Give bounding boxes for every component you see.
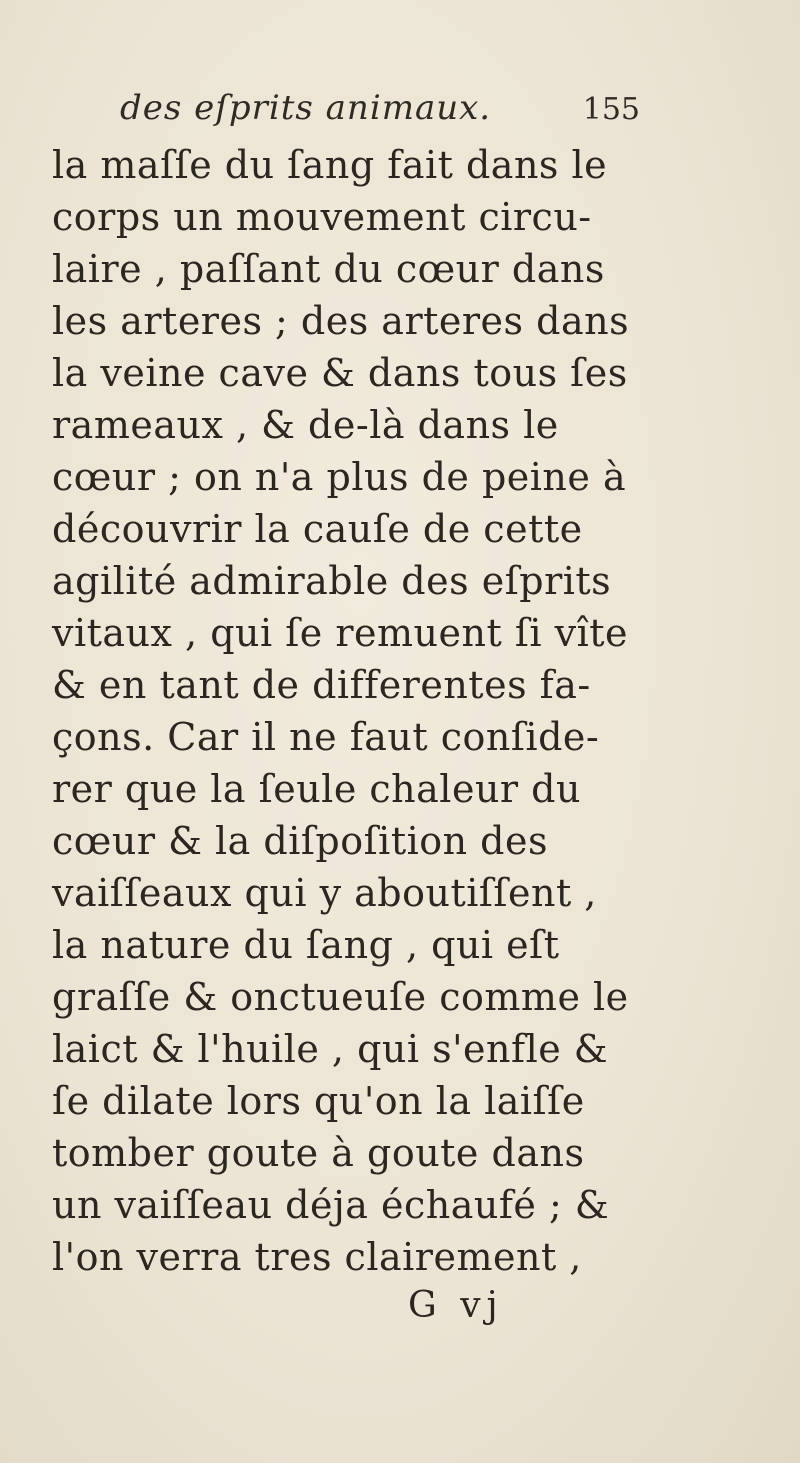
text-line: ſe dilate lors qu'on la laiſſe	[52, 1079, 585, 1123]
signature-mark: G vj	[408, 1285, 504, 1326]
text-line: la nature du ſang , qui eſt	[52, 923, 560, 967]
text-line: rameaux , & de-là dans le	[52, 403, 559, 447]
text-line: vitaux , qui ſe remuent ſi vîte	[52, 611, 628, 655]
page-number: 155	[582, 92, 640, 127]
text-line: agilité admirable des eſprits	[52, 559, 612, 603]
text-line: laire , paſſant du cœur dans	[52, 247, 605, 291]
text-line: découvrir la cauſe de cette	[52, 507, 583, 551]
text-line: la veine cave & dans tous ſes	[52, 351, 628, 395]
text-line: un vaiſſeau déja échaufé ; &	[52, 1183, 610, 1227]
text-line: rer que la ſeule chaleur du	[52, 767, 581, 811]
running-title: des eſprits animaux.	[120, 88, 492, 128]
text-line: la maſſe du ſang fait dans le	[52, 143, 608, 187]
text-line: laict & l'huile , qui s'enfle &	[52, 1027, 609, 1071]
text-line: tomber goute à goute dans	[52, 1131, 585, 1175]
text-line: vaiſſeaux qui y aboutiſſent ,	[52, 871, 597, 915]
text-line: les arteres ; des arteres dans	[52, 299, 630, 343]
text-line: corps un mouvement circu-	[52, 195, 592, 239]
text-line: cœur & la diſpoſition des	[52, 819, 548, 863]
text-line: çons. Car il ne faut conſide-	[52, 715, 600, 759]
page-header	[120, 88, 640, 138]
text-line: graſſe & onctueuſe comme le	[52, 975, 629, 1019]
text-line: & en tant de differentes fa-	[52, 663, 591, 707]
text-line: l'on verra tres clairement ,	[52, 1235, 582, 1279]
text-line: cœur ; on n'a plus de peine à	[52, 455, 627, 499]
